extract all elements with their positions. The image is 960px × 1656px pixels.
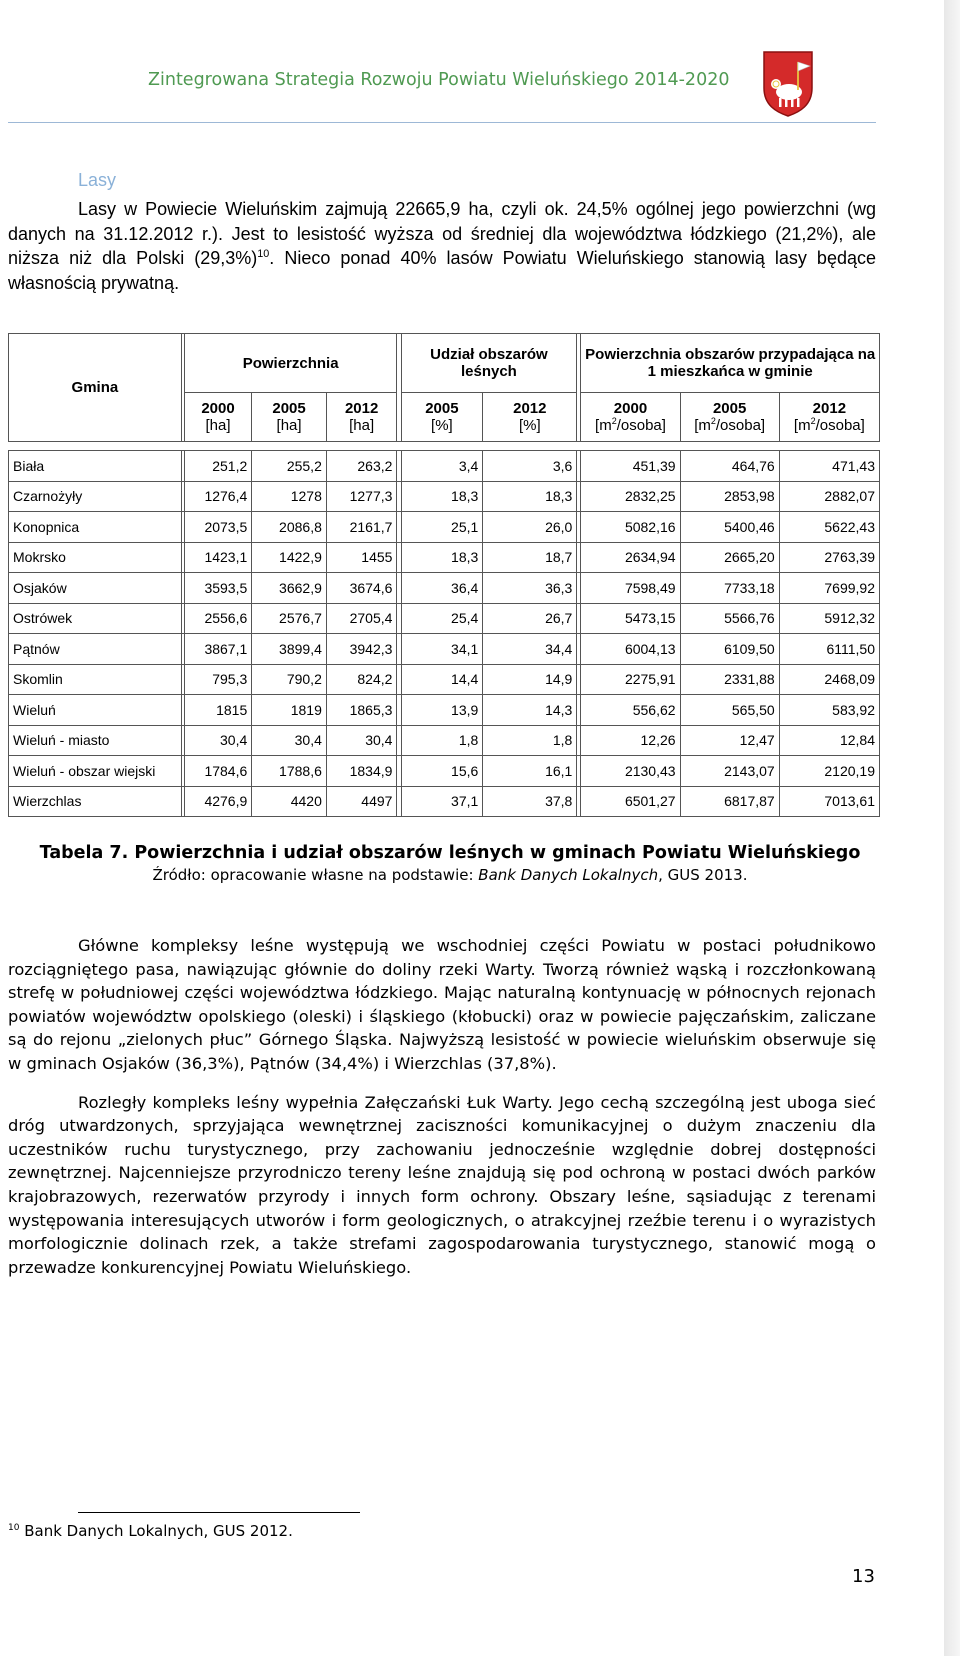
cell-ha2012: 30,4 bbox=[326, 725, 397, 756]
cell-pc2012: 7013,61 bbox=[779, 786, 879, 817]
cell-pc2000: 2832,25 bbox=[581, 481, 680, 512]
source-publication: Bank Danych Lokalnych bbox=[478, 866, 659, 884]
body-paragraph-2: Rozległy kompleks leśny wypełnia Załęczański Łuk Warty. Jego cechą szczególną jest uboga sieć dróg utwardzonych, sprzyjająca wewnętrznej zaciszności komunikacyjnej o dużym znaczeniu dla uczestników ruchu turystycznego, przy zachowaniu jednocześnie względnie dobrej dostępności zewnętrznej. Najcenniejsze przyrodniczo tereny leśne znajdują się pod ochroną w postaci dwóch parków krajobrazowych, rezerwatów przyrody i innych form ochrony. Obszary leśne, sąsiadując z terenami występowania interesujących utworów i form geologicznych, o atrakcyjnej rzeźbie terenu i o wyrazistych morfologicznie dolinach rzek, a także strefami zagospodarowania turystycznego, stanowić mogą o przewadze konkurencyjnej Powiatu Wieluńskiego. bbox=[8, 1092, 876, 1277]
cell-pc2012: 2120,19 bbox=[779, 756, 879, 787]
cell-pct2012: 34,4 bbox=[483, 634, 577, 665]
table-row bbox=[9, 634, 880, 665]
cell-pc2005: 2853,98 bbox=[680, 481, 779, 512]
cell-pc2000: 6004,13 bbox=[581, 634, 680, 665]
section-heading: Lasy bbox=[78, 170, 117, 190]
cell-pc2012: 471,43 bbox=[779, 451, 879, 482]
header-area-2012: 2012 [ha] bbox=[326, 393, 397, 442]
table-row bbox=[9, 756, 880, 787]
cell-pct2012: 3,6 bbox=[483, 451, 577, 482]
document-header-title: Zintegrowana Strategia Rozwoju Powiatu Wieluńskiego 2014-2020 bbox=[148, 70, 730, 90]
cell-ha2012: 2161,7 bbox=[326, 512, 397, 543]
cell-name: Osjaków bbox=[9, 573, 182, 604]
footnote-number: 10 bbox=[8, 1523, 20, 1533]
cell-name: Konopnica bbox=[9, 512, 182, 543]
header-share-2012: 2012 [%] bbox=[483, 393, 577, 442]
header-area-group: Powierzchnia bbox=[184, 334, 397, 393]
cell-pct2012: 18,7 bbox=[483, 542, 577, 573]
cell-pc2005: 6109,50 bbox=[680, 634, 779, 665]
footnote bbox=[8, 1522, 293, 1540]
cell-name: Mokrsko bbox=[9, 542, 182, 573]
cell-pct2005: 1,8 bbox=[401, 725, 483, 756]
body-paragraph-1: Główne kompleksy leśne występują we wschodniej części Powiatu w postaci południkowo rozciągniętego pasa, nawiązując głównie do doliny rzeki Warty. Tworzą również wąską i rozczłonkowaną strefę w południowej części województwa łódzkiego. Mając naturalną kontynuację w północnych rejonach powiatów województw opolskiego (oleski) i śląskiego (kłobucki) oraz w powiecie pajęczańskim, zaliczane są do rejonu „zielonych płuc” Górnego Śląska. Najwyższą lesistość w powiecie wieluńskim obserwuje się w gminach Osjaków (36,3%), Pątnów (34,4%) i Wierzchlas (37,8%). bbox=[8, 936, 876, 1073]
intro-paragraph bbox=[8, 197, 876, 295]
cell-ha2000: 3867,1 bbox=[184, 634, 251, 665]
cell-pc2012: 5912,32 bbox=[779, 603, 879, 634]
footnote-ref: 10 bbox=[257, 248, 270, 260]
cell-ha2000: 1784,6 bbox=[184, 756, 251, 787]
table-caption bbox=[0, 843, 900, 884]
cell-ha2000: 3593,5 bbox=[184, 573, 251, 604]
header-share-2005: 2005 [%] bbox=[401, 393, 483, 442]
intro-text-part1: Lasy w Powiecie Wieluńskim zajmują 22665,9 ha, czyli ok. 24,5% ogólnej jego powierzchni (wg danych na 31.12.2012 r.). Jest to lesistość wyższa od średniej dla województwa łódzkiego (21,2%), ale niższa niż dla Polski (29,3%) bbox=[8, 199, 876, 268]
cell-ha2005: 1788,6 bbox=[252, 756, 327, 787]
caption-source: Źródło: opracowanie własne na podstawie: Bank Danych Lokalnych, GUS 2013. bbox=[152, 866, 748, 884]
cell-pct2005: 25,1 bbox=[401, 512, 483, 543]
cell-ha2012: 4497 bbox=[326, 786, 397, 817]
page-number: 13 bbox=[852, 1566, 875, 1587]
cell-ha2012: 1834,9 bbox=[326, 756, 397, 787]
cell-pc2005: 565,50 bbox=[680, 695, 779, 726]
cell-pc2000: 2634,94 bbox=[581, 542, 680, 573]
cell-pc2000: 6501,27 bbox=[581, 786, 680, 817]
cell-ha2000: 2073,5 bbox=[184, 512, 251, 543]
cell-pct2005: 15,6 bbox=[401, 756, 483, 787]
cell-pct2012: 18,3 bbox=[483, 481, 577, 512]
cell-pct2005: 34,1 bbox=[401, 634, 483, 665]
header-per-capita-group: Powierzchnia obszarów przypadająca na 1 mieszkańca w gminie bbox=[581, 334, 880, 393]
cell-name: Wieluń - miasto bbox=[9, 725, 182, 756]
cell-pc2000: 2275,91 bbox=[581, 664, 680, 695]
cell-pc2000: 5082,16 bbox=[581, 512, 680, 543]
cell-pct2005: 14,4 bbox=[401, 664, 483, 695]
cell-ha2005: 30,4 bbox=[252, 725, 327, 756]
cell-pc2005: 464,76 bbox=[680, 451, 779, 482]
cell-pct2005: 18,3 bbox=[401, 481, 483, 512]
cell-ha2012: 3674,6 bbox=[326, 573, 397, 604]
cell-pc2005: 6817,87 bbox=[680, 786, 779, 817]
cell-ha2012: 1865,3 bbox=[326, 695, 397, 726]
cell-ha2005: 790,2 bbox=[252, 664, 327, 695]
page-edge-shadow bbox=[944, 0, 960, 1656]
table-row bbox=[9, 512, 880, 543]
cell-pct2012: 1,8 bbox=[483, 725, 577, 756]
cell-ha2005: 4420 bbox=[252, 786, 327, 817]
cell-ha2005: 3899,4 bbox=[252, 634, 327, 665]
cell-ha2000: 795,3 bbox=[184, 664, 251, 695]
cell-ha2000: 30,4 bbox=[184, 725, 251, 756]
table-row bbox=[9, 481, 880, 512]
header-area-2000: 2000 [ha] bbox=[184, 393, 251, 442]
cell-name: Ostrówek bbox=[9, 603, 182, 634]
cell-ha2012: 824,2 bbox=[326, 664, 397, 695]
cell-pc2000: 451,39 bbox=[581, 451, 680, 482]
table-row bbox=[9, 664, 880, 695]
cell-ha2005: 2086,8 bbox=[252, 512, 327, 543]
table-body bbox=[9, 451, 880, 817]
cell-pct2012: 16,1 bbox=[483, 756, 577, 787]
cell-pc2012: 2763,39 bbox=[779, 542, 879, 573]
footnote-text: Bank Danych Lokalnych, GUS 2012. bbox=[19, 1522, 293, 1540]
table-row bbox=[9, 573, 880, 604]
cell-pct2012: 14,3 bbox=[483, 695, 577, 726]
footnote-separator bbox=[78, 1512, 360, 1513]
cell-pc2012: 5622,43 bbox=[779, 512, 879, 543]
cell-ha2000: 251,2 bbox=[184, 451, 251, 482]
cell-pct2012: 26,7 bbox=[483, 603, 577, 634]
cell-pct2005: 18,3 bbox=[401, 542, 483, 573]
cell-pc2012: 2882,07 bbox=[779, 481, 879, 512]
cell-pct2012: 37,8 bbox=[483, 786, 577, 817]
cell-ha2000: 1815 bbox=[184, 695, 251, 726]
cell-pct2012: 36,3 bbox=[483, 573, 577, 604]
cell-pc2012: 6111,50 bbox=[779, 634, 879, 665]
cell-pc2012: 2468,09 bbox=[779, 664, 879, 695]
cell-ha2005: 3662,9 bbox=[252, 573, 327, 604]
cell-pc2005: 5566,76 bbox=[680, 603, 779, 634]
header-pc-2012: 2012 $[m^2/osoba]$ bbox=[779, 393, 879, 442]
cell-ha2000: 1423,1 bbox=[184, 542, 251, 573]
coat-of-arms-lamb-icon bbox=[760, 50, 816, 118]
header-share-group: Udział obszarów leśnych bbox=[401, 334, 577, 393]
cell-ha2012: 263,2 bbox=[326, 451, 397, 482]
cell-ha2005: 1819 bbox=[252, 695, 327, 726]
cell-name: Wieluń - obszar wiejski bbox=[9, 756, 182, 787]
cell-pc2005: 7733,18 bbox=[680, 573, 779, 604]
cell-pct2005: 13,9 bbox=[401, 695, 483, 726]
cell-ha2005: 1422,9 bbox=[252, 542, 327, 573]
forest-area-table bbox=[8, 333, 880, 817]
cell-pct2005: 3,4 bbox=[401, 451, 483, 482]
cell-pc2005: 2143,07 bbox=[680, 756, 779, 787]
cell-ha2005: 2576,7 bbox=[252, 603, 327, 634]
header-pc-2005: 2005 $[m^2/osoba]$ bbox=[680, 393, 779, 442]
cell-pc2005: 12,47 bbox=[680, 725, 779, 756]
cell-pct2005: 25,4 bbox=[401, 603, 483, 634]
cell-ha2012: 1277,3 bbox=[326, 481, 397, 512]
header-pc-2000: 2000 $[m^2/osoba]$ bbox=[581, 393, 680, 442]
cell-name: Pątnów bbox=[9, 634, 182, 665]
cell-ha2005: 255,2 bbox=[252, 451, 327, 482]
table-row bbox=[9, 725, 880, 756]
cell-pct2012: 26,0 bbox=[483, 512, 577, 543]
cell-pc2012: 7699,92 bbox=[779, 573, 879, 604]
cell-pc2000: 556,62 bbox=[581, 695, 680, 726]
cell-pc2005: 2665,20 bbox=[680, 542, 779, 573]
table-row bbox=[9, 451, 880, 482]
cell-pc2000: 5473,15 bbox=[581, 603, 680, 634]
cell-name: Wieluń bbox=[9, 695, 182, 726]
cell-ha2000: 1276,4 bbox=[184, 481, 251, 512]
cell-pct2005: 37,1 bbox=[401, 786, 483, 817]
table-row bbox=[9, 786, 880, 817]
caption-title: Tabela 7. Powierzchnia i udział obszarów leśnych w gminach Powiatu Wieluńskiego bbox=[39, 843, 861, 863]
cell-pc2000: 7598,49 bbox=[581, 573, 680, 604]
cell-pc2012: 583,92 bbox=[779, 695, 879, 726]
cell-pc2000: 12,26 bbox=[581, 725, 680, 756]
cell-ha2000: 4276,9 bbox=[184, 786, 251, 817]
cell-name: Wierzchlas bbox=[9, 786, 182, 817]
cell-ha2012: 3942,3 bbox=[326, 634, 397, 665]
header-rule bbox=[8, 122, 876, 123]
cell-name: Biała bbox=[9, 451, 182, 482]
cell-pc2005: 5400,46 bbox=[680, 512, 779, 543]
header-gmina: Gmina bbox=[9, 334, 182, 442]
cell-pc2012: 12,84 bbox=[779, 725, 879, 756]
intro-text-part2: . Nieco ponad 40% lasów Powiatu Wieluńskiego stanowią lasy będące własnością prywatną. bbox=[8, 248, 876, 293]
cell-ha2012: 2705,4 bbox=[326, 603, 397, 634]
body-text bbox=[8, 934, 876, 1294]
table-row bbox=[9, 695, 880, 726]
cell-pc2005: 2331,88 bbox=[680, 664, 779, 695]
cell-pc2000: 2130,43 bbox=[581, 756, 680, 787]
cell-pct2012: 14,9 bbox=[483, 664, 577, 695]
table-row bbox=[9, 542, 880, 573]
cell-name: Czarnożyły bbox=[9, 481, 182, 512]
cell-pct2005: 36,4 bbox=[401, 573, 483, 604]
cell-name: Skomlin bbox=[9, 664, 182, 695]
cell-ha2012: 1455 bbox=[326, 542, 397, 573]
table-row bbox=[9, 603, 880, 634]
cell-ha2000: 2556,6 bbox=[184, 603, 251, 634]
cell-ha2005: 1278 bbox=[252, 481, 327, 512]
header-area-2005: 2005 [ha] bbox=[252, 393, 327, 442]
